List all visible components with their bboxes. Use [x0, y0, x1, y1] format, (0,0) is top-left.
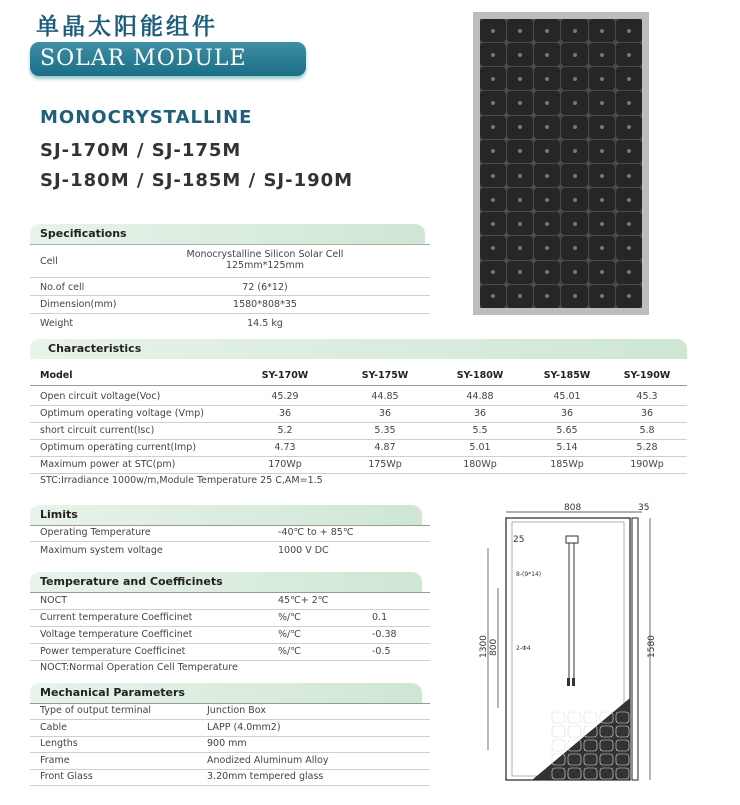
char-row-value: 44.88	[466, 391, 494, 402]
panel-cell	[616, 67, 642, 90]
panel-cell	[534, 91, 560, 114]
char-row-value: 4.73	[274, 442, 296, 453]
dim-inner: 800	[489, 638, 499, 656]
char-row-value: 5.14	[556, 442, 578, 453]
char-row-value: 5.65	[556, 425, 578, 436]
mech-row-value: Junction Box	[207, 705, 266, 716]
dim-height: 1580	[647, 635, 657, 658]
temperature-section	[30, 572, 422, 592]
char-row-value: 5.2	[277, 425, 293, 436]
panel-cell	[507, 116, 533, 139]
panel-cell	[507, 91, 533, 114]
title-chinese: 单晶太阳能组件	[36, 14, 218, 40]
char-row-label: short circuit current(Isc)	[40, 425, 155, 436]
panel-cell	[616, 188, 642, 211]
spec-dimension-label: Dimension(mm)	[40, 299, 117, 310]
mech-row-label: Front Glass	[40, 771, 93, 782]
char-row-value: 185Wp	[550, 459, 584, 470]
limits-voltage-label: Maximum system voltage	[40, 545, 163, 556]
char-note: STC:Irradiance 1000w/m,Module Temperature 25 C,AM=1.5	[40, 475, 323, 486]
panel-cell	[480, 164, 506, 187]
spec-cell-value: Monocrystalline Silicon Solar Cell 125mm*125mm	[186, 249, 344, 271]
panel-cell	[561, 188, 587, 211]
panel-cell	[589, 285, 615, 308]
panel-cell	[561, 91, 587, 114]
solar-panel-image	[473, 12, 649, 315]
panel-cell	[534, 261, 560, 284]
panel-cell	[480, 212, 506, 235]
limits-temp-value: -40℃ to + 85℃	[278, 527, 354, 538]
panel-cell	[507, 212, 533, 235]
panel-cell	[507, 43, 533, 66]
char-row-value: 175Wp	[368, 459, 402, 470]
panel-cell	[616, 212, 642, 235]
panel-cell	[480, 261, 506, 284]
temp-row-unit: %/℃	[278, 646, 301, 657]
panel-cell	[480, 140, 506, 163]
drawing-cell	[568, 726, 581, 737]
module-dimension-drawing	[472, 498, 672, 790]
panel-cell	[589, 188, 615, 211]
panel-cell	[507, 236, 533, 259]
specifications-section	[30, 224, 425, 244]
mech-row-value: LAPP (4.0mm2)	[207, 721, 281, 733]
panel-cell	[616, 19, 642, 42]
mech-row-value: 3.20mm tempered glass	[207, 771, 324, 782]
panel-cell	[561, 236, 587, 259]
char-row-value: 44.85	[371, 391, 399, 402]
panel-cell	[589, 43, 615, 66]
subtitle: MONOCRYSTALLINE	[40, 107, 253, 128]
panel-cell	[480, 188, 506, 211]
mech-row-label: Cable	[40, 721, 67, 733]
panel-cell	[616, 43, 642, 66]
panel-cell	[534, 164, 560, 187]
panel-cell	[589, 236, 615, 259]
limits-section	[30, 505, 422, 525]
temp-row-value: -0.38	[372, 629, 397, 640]
models-line-2: SJ-180M / SJ-185M / SJ-190M	[40, 170, 354, 191]
char-row-value: 36	[640, 408, 654, 419]
panel-cell	[480, 91, 506, 114]
char-row-value: 5.8	[639, 425, 655, 436]
mech-row-value: Anodized Aluminum Alloy	[207, 754, 329, 766]
panel-cell-grid	[480, 19, 642, 308]
panel-cell	[480, 43, 506, 66]
drawing-cell	[552, 726, 565, 737]
mech-row-value: 900 mm	[207, 738, 247, 749]
limits-header: Limits	[30, 505, 422, 525]
panel-cell	[589, 19, 615, 42]
char-model-header: SY-175W	[361, 370, 409, 381]
specifications-header: Specifications	[30, 224, 425, 244]
panel-cell	[561, 164, 587, 187]
characteristics-section	[30, 339, 687, 359]
panel-cell	[589, 164, 615, 187]
panel-cell	[507, 285, 533, 308]
temp-row-unit: %/℃	[278, 629, 301, 640]
drawing-cell	[584, 712, 597, 723]
mechanical-section	[30, 683, 422, 703]
panel-cell	[480, 285, 506, 308]
char-row-value: 5.28	[636, 442, 658, 453]
limits-voltage-value: 1000 V DC	[278, 545, 329, 556]
dim-width: 808	[564, 503, 582, 513]
panel-cell	[561, 19, 587, 42]
characteristics-header: Characteristics	[30, 339, 687, 359]
panel-cell	[480, 19, 506, 42]
temp-row-value: -0.5	[372, 646, 391, 657]
panel-cell	[616, 140, 642, 163]
panel-cell	[589, 261, 615, 284]
drawing-cell	[568, 712, 581, 723]
panel-cell	[561, 116, 587, 139]
spec-cells-value: 72 (6*12)	[242, 282, 288, 293]
panel-cell	[616, 261, 642, 284]
panel-cell	[480, 236, 506, 259]
panel-cell	[616, 236, 642, 259]
dim-mount: 1300	[479, 635, 489, 658]
mechanical-header: Mechanical Parameters	[30, 683, 422, 703]
spec-cell-label: Cell	[40, 256, 58, 267]
spec-weight-label: Weight	[40, 318, 74, 329]
panel-cell	[589, 116, 615, 139]
char-row-label: Optimum operating voltage (Vmp)	[40, 408, 204, 419]
panel-cell	[534, 285, 560, 308]
char-row-value: 36	[278, 408, 292, 419]
hole-note-1: 8-(9*14)	[516, 571, 542, 578]
panel-cell	[561, 261, 587, 284]
panel-cell	[507, 164, 533, 187]
char-model-header: SY-170W	[261, 370, 309, 381]
char-row-value: 36	[473, 408, 487, 419]
dim-depth: 35	[638, 503, 650, 513]
spec-weight-value: 14.5 kg	[247, 318, 283, 329]
temp-row-label: Power temperature Coefficinet	[40, 646, 186, 657]
char-row-value: 4.87	[374, 442, 396, 453]
panel-cell	[589, 91, 615, 114]
panel-cell	[561, 140, 587, 163]
hole-note-2: 2-Φ4	[516, 645, 531, 652]
title-banner: SOLAR MODULE	[30, 42, 306, 76]
panel-cell	[534, 236, 560, 259]
limits-temp-label: Operating Temperature	[40, 527, 151, 538]
panel-cell	[534, 188, 560, 211]
char-row-value: 5.5	[472, 425, 488, 436]
panel-cell	[616, 164, 642, 187]
char-row-value: 5.35	[374, 425, 396, 436]
panel-cell	[480, 116, 506, 139]
panel-cell	[616, 91, 642, 114]
char-row-value: 170Wp	[268, 459, 302, 470]
char-row-label: Maximum power at STC(pm)	[40, 459, 176, 470]
panel-cell	[507, 140, 533, 163]
temp-row-label: Voltage temperature Coefficinet	[40, 629, 193, 640]
temp-row-unit: 45℃+ 2℃	[278, 595, 329, 606]
panel-cell	[589, 212, 615, 235]
temp-row-unit: %/℃	[278, 612, 301, 623]
panel-cell	[561, 43, 587, 66]
panel-cell	[534, 140, 560, 163]
char-row-value: 180Wp	[463, 459, 497, 470]
panel-cell	[507, 19, 533, 42]
panel-cell	[480, 67, 506, 90]
char-model-header: SY-185W	[543, 370, 591, 381]
panel-cell	[534, 116, 560, 139]
panel-cell	[534, 212, 560, 235]
char-row-value: 5.01	[469, 442, 491, 453]
temp-row-label: Current temperature Coefficinet	[40, 612, 193, 623]
panel-cell	[561, 285, 587, 308]
temp-row-value: 0.1	[372, 612, 388, 623]
panel-cell	[616, 285, 642, 308]
temperature-note: NOCT:Normal Operation Cell Temperature	[40, 662, 238, 673]
spec-cells-label: No.of cell	[40, 282, 85, 293]
panel-cell	[534, 19, 560, 42]
panel-cell	[507, 188, 533, 211]
panel-cell	[534, 43, 560, 66]
temp-row-label: NOCT	[40, 595, 68, 606]
temperature-header: Temperature and Coefficinets	[30, 572, 422, 592]
char-model-header: SY-180W	[456, 370, 504, 381]
drawing-cell	[552, 712, 565, 723]
panel-cell	[616, 116, 642, 139]
char-row-value: 190Wp	[630, 459, 664, 470]
panel-cell	[507, 67, 533, 90]
char-row-value: 45.01	[553, 391, 581, 402]
panel-cell	[534, 67, 560, 90]
panel-cell	[589, 67, 615, 90]
mech-row-label: Lengths	[40, 738, 78, 749]
char-row-value: 36	[378, 408, 392, 419]
char-row-label: Optimum operating current(Imp)	[40, 442, 197, 453]
mech-row-label: Frame	[40, 754, 70, 766]
mech-row-label: Type of output terminal	[40, 705, 152, 716]
char-row-label: Open circuit voltage(Voc)	[40, 391, 161, 402]
panel-cell	[561, 67, 587, 90]
panel-cell	[561, 212, 587, 235]
char-model-label: Model	[40, 370, 73, 381]
panel-cell	[507, 261, 533, 284]
panel-cell	[589, 140, 615, 163]
char-model-header: SY-190W	[623, 370, 671, 381]
models-line-1: SJ-170M / SJ-175M	[40, 140, 242, 161]
char-row-value: 45.3	[636, 391, 658, 402]
dim-corner: 25	[513, 535, 525, 545]
drawing-cell	[552, 740, 565, 751]
char-row-value: 45.29	[271, 391, 299, 402]
char-row-value: 36	[560, 408, 574, 419]
spec-dimension-value: 1580*808*35	[233, 299, 297, 310]
